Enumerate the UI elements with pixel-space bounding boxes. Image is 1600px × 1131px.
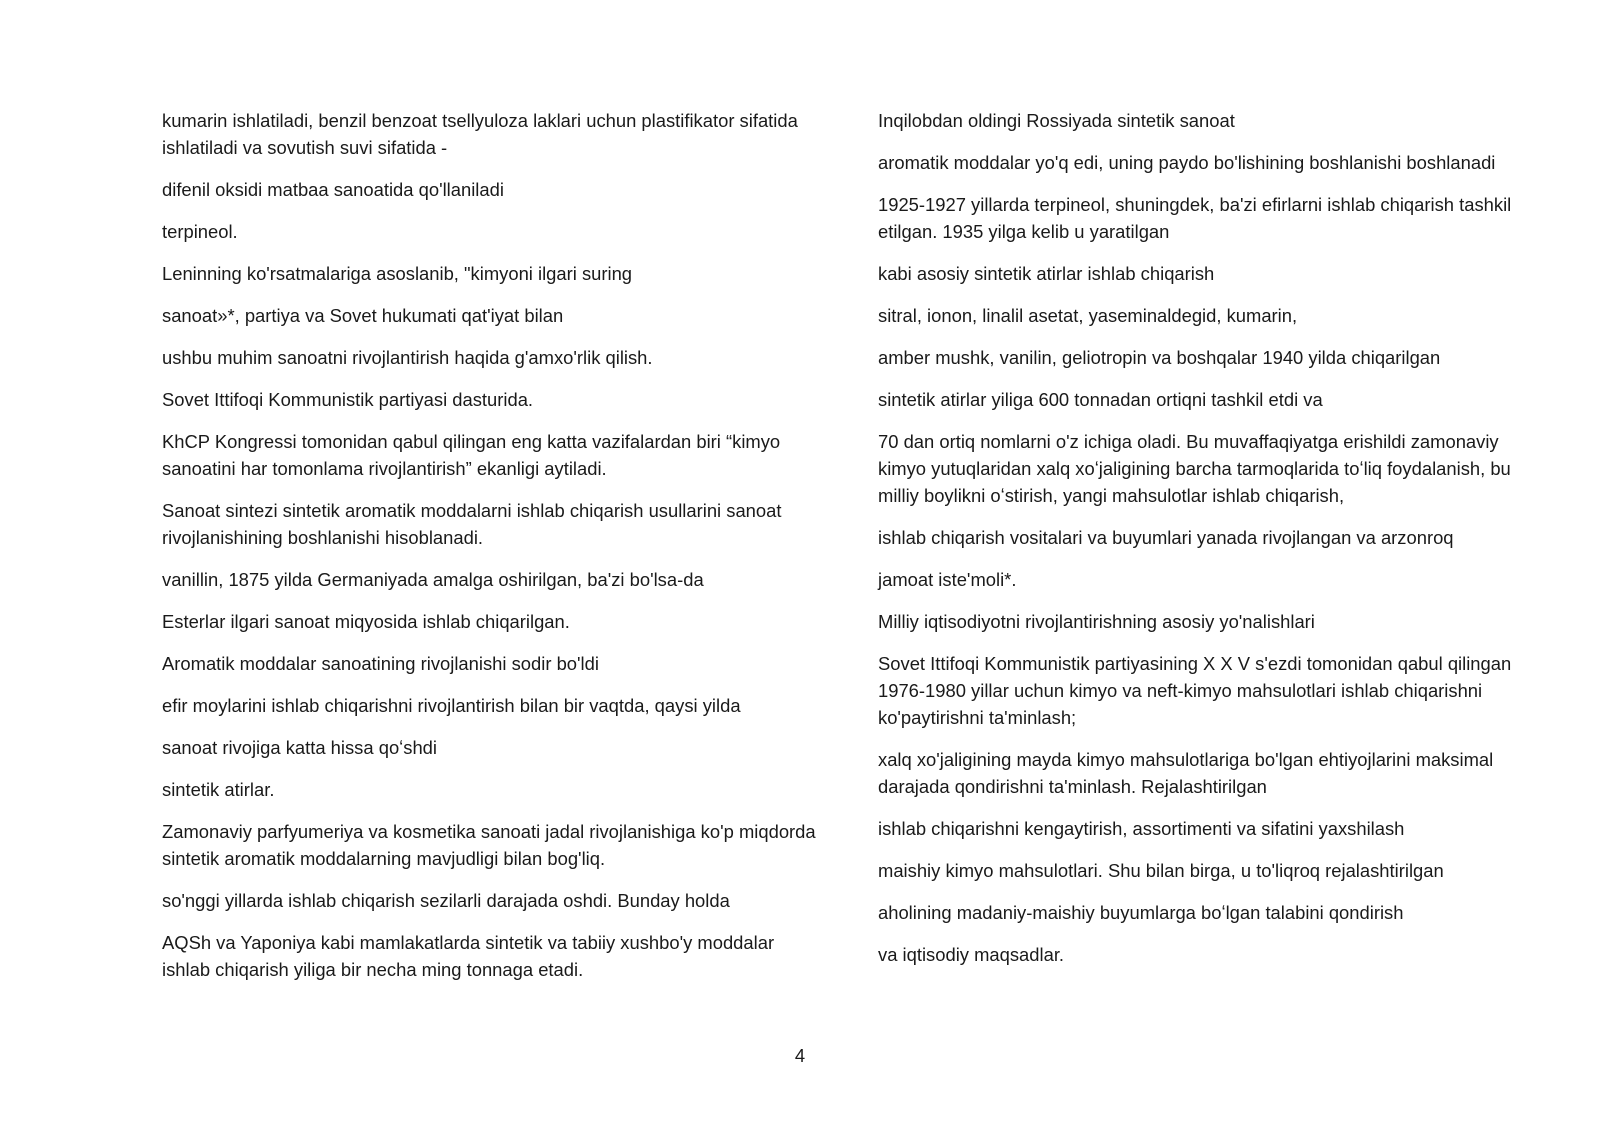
left-paragraph: Esterlar ilgari sanoat miqyosida ishlab chiqarilgan. <box>162 611 570 632</box>
left-paragraph: Zamonaviy parfyumeriya va kosmetika sanoati jadal rivojlanishiga ko'p miqdorda sintetik aromatik moddalarning mavjudligi bilan bog'liq. <box>162 821 816 869</box>
left-paragraph: terpineol. <box>162 221 238 242</box>
left-paragraph: Sovet Ittifoqi Kommunistik partiyasi dasturida. <box>162 389 534 410</box>
right-paragraph: 1925-1927 yillarda terpineol, shuningdek, ba'zi efirlarni ishlab chiqarish tashkil etilgan. 1935 yilga kelib u yaratilgan <box>878 194 1512 242</box>
right-paragraph: Sovet Ittifoqi Kommunistik partiyasining X X V s'ezdi tomonidan qabul qilingan 1976-1980 yillar uchun kimyo va neft-kimyo mahsulotlari ishlab chiqarishni ko'paytirishni ta'minlash; <box>878 653 1512 728</box>
left-paragraph: kumarin ishlatiladi, benzil benzoat tsellyuloza laklari uchun plastifikator sifatida ishlatiladi va sovutish suvi sifatida - <box>162 110 798 158</box>
left-paragraph: vanillin, 1875 yilda Germaniyada amalga oshirilgan, ba'zi bo'lsa-da <box>162 569 704 590</box>
right-paragraph: ishlab chiqarish vositalari va buyumlari yanada rivojlangan va arzonroq <box>878 527 1454 548</box>
right-paragraph: sintetik atirlar yiliga 600 tonnadan ortiqni tashkil etdi va <box>878 389 1323 410</box>
left-text-column <box>162 107 817 998</box>
left-paragraph: sanoat rivojiga katta hissa qoʻshdi <box>162 737 437 758</box>
right-paragraph: sitral, ionon, linalil asetat, yaseminaldegid, kumarin, <box>878 305 1298 326</box>
right-text-column <box>878 107 1538 983</box>
right-paragraph: aromatik moddalar yo'q edi, uning paydo bo'lishining boshlanishi boshlanadi <box>878 152 1496 173</box>
left-paragraph: ushbu muhim sanoatni rivojlantirish haqida g'amxo'rlik qilish. <box>162 347 653 368</box>
left-paragraph: Sanoat sintezi sintetik aromatik moddalarni ishlab chiqarish usullarini sanoat rivojlanishining boshlanishi hisoblanadi. <box>162 500 782 548</box>
left-paragraph: sintetik atirlar. <box>162 779 275 800</box>
left-paragraph: so'nggi yillarda ishlab chiqarish sezilarli darajada oshdi. Bunday holda <box>162 890 730 911</box>
right-paragraph: 70 dan ortiq nomlarni o'z ichiga oladi. Bu muvaffaqiyatga erishildi zamonaviy kimyo yutuqlaridan xalq xoʻjaligining barcha tarmoqlarida toʻliq foydalanish, bu milliy boylikni oʻstirish, yangi mahsulotlar ishlab chiqarish, <box>878 431 1511 506</box>
right-paragraph: xalq xo'jaligining mayda kimyo mahsulotlariga bo'lgan ehtiyojlarini maksimal darajada qondirishni ta'minlash. Rejalashtirilgan <box>878 749 1494 797</box>
left-paragraph: difenil oksidi matbaa sanoatida qo'llaniladi <box>162 179 504 200</box>
right-paragraph: amber mushk, vanilin, geliotropin va boshqalar 1940 yilda chiqarilgan <box>878 347 1441 368</box>
right-paragraph: aholining madaniy-maishiy buyumlarga boʻlgan talabini qondirish <box>878 902 1404 923</box>
left-paragraph: KhCP Kongressi tomonidan qabul qilingan eng katta vazifalardan biri “kimyo sanoatini har tomonlama rivojlantirish” ekanligi aytiladi. <box>162 431 781 479</box>
left-paragraph: Aromatik moddalar sanoatining rivojlanishi sodir bo'ldi <box>162 653 599 674</box>
right-paragraph: ishlab chiqarishni kengaytirish, assortimenti va sifatini yaxshilash <box>878 818 1405 839</box>
left-paragraph: Leninning ko'rsatmalariga asoslanib, "kimyoni ilgari suring <box>162 263 633 284</box>
right-paragraph: Milliy iqtisodiyotni rivojlantirishning asosiy yo'nalishlari <box>878 611 1315 632</box>
page-number: 4 <box>794 1045 806 1066</box>
left-paragraph: AQSh va Yaponiya kabi mamlakatlarda sintetik va tabiiy xushbo'y moddalar ishlab chiqarish yiliga bir necha ming tonnaga etadi. <box>162 932 775 980</box>
right-paragraph: maishiy kimyo mahsulotlari. Shu bilan birga, u to'liqroq rejalashtirilgan <box>878 860 1444 881</box>
left-paragraph: sanoat»*, partiya va Sovet hukumati qat'iyat bilan <box>162 305 564 326</box>
right-paragraph: jamoat iste'moli*. <box>878 569 1017 590</box>
right-paragraph: va iqtisodiy maqsadlar. <box>878 944 1065 965</box>
right-paragraph: kabi asosiy sintetik atirlar ishlab chiqarish <box>878 263 1215 284</box>
right-paragraph: Inqilobdan oldingi Rossiyada sintetik sanoat <box>878 110 1235 131</box>
left-paragraph: efir moylarini ishlab chiqarishni rivojlantirish bilan bir vaqtda, qaysi yilda <box>162 695 741 716</box>
